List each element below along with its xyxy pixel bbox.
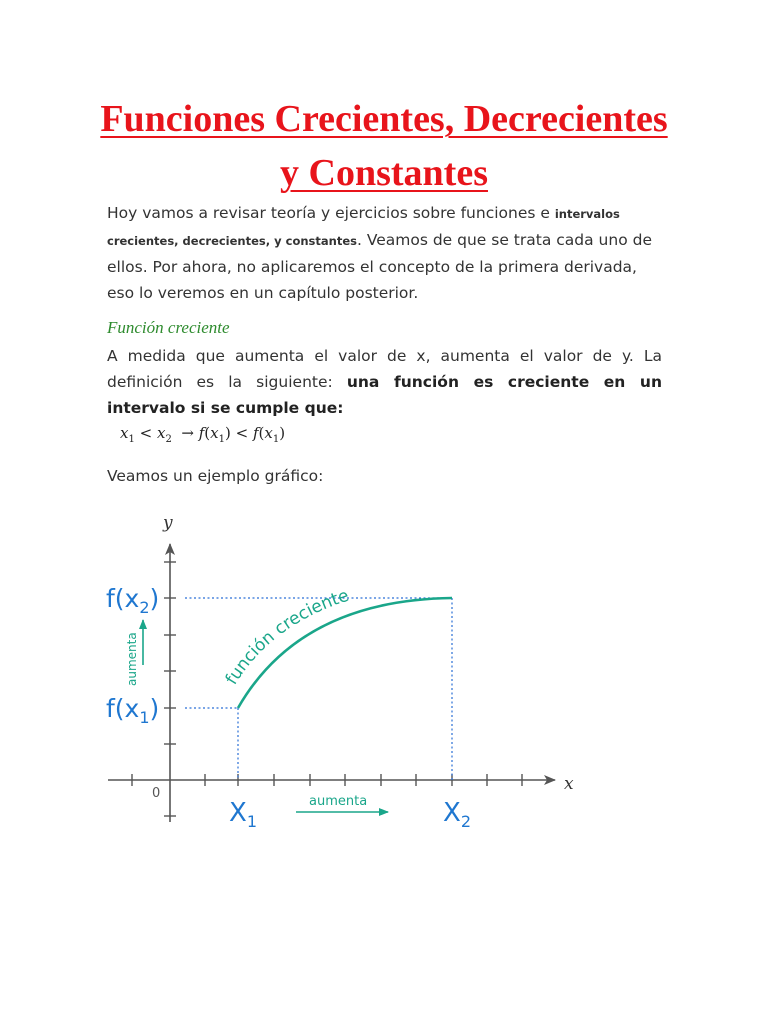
y-axis-label: y (163, 513, 173, 533)
example-label: Veamos un ejemplo gráfico: (107, 467, 324, 485)
fx1-label: $f(x_1)$ (106, 694, 160, 727)
intro-paragraph (107, 200, 667, 306)
page-title (60, 92, 708, 200)
horizontal-arrow-label: aumenta (309, 794, 368, 809)
title-line-2: y Constantes (280, 152, 488, 194)
title-line-1: Funciones Crecientes, Decrecientes (100, 98, 668, 140)
origin-label: 0 (152, 786, 161, 801)
increasing-curve (238, 598, 452, 708)
intro-keywords: intervalos crecientes, decrecientes, y constantes (107, 207, 620, 248)
definition-bold: una función es creciente en un intervalo si se cumple que: (107, 373, 662, 417)
curve-label: función creciente (221, 585, 352, 689)
x-ticks (132, 774, 522, 786)
increasing-formula: $x_1 < x_2 \to f(x_1) < f(x_1)$ (120, 424, 286, 445)
intro-text-1: Hoy vamos a revisar teoría y ejercicios sobre funciones e (107, 204, 555, 222)
y-ticks (164, 562, 176, 816)
definition-paragraph (107, 343, 662, 421)
intro-text-3: . Veamos de que se trata cada uno de ellos. Por ahora, no aplicaremos el concepto de la primera derivada, eso lo veremos en un capítulo posterior. (107, 231, 652, 302)
definition-text: A medida que aumenta el valor de x, aumenta el valor de y. La definición es la siguiente: (107, 347, 662, 391)
guide-lines (185, 598, 452, 780)
fx2-label: $f(x_2)$ (106, 584, 160, 617)
x-axis-label: x (564, 774, 574, 794)
section-heading: Función creciente (107, 318, 230, 337)
X2-label: $X_2$ (443, 798, 471, 831)
vertical-arrow-label: aumenta (125, 632, 139, 686)
X1-label: $X_1$ (229, 798, 257, 831)
